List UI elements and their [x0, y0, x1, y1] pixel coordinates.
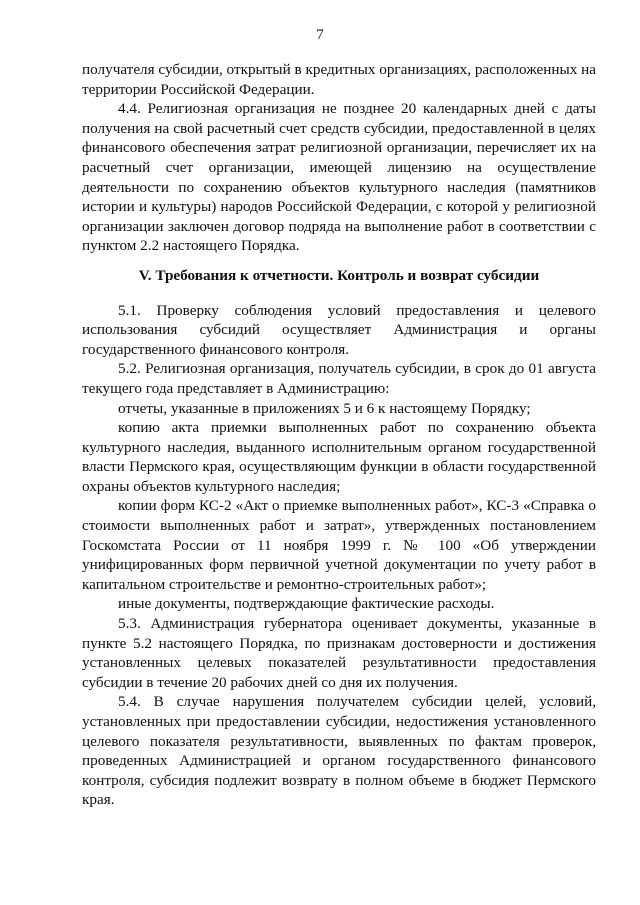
paragraph-5-4: 5.4. В случае нарушения получателем субсидии целей, условий, установленных при предоставлении субсидии, недостижения установленного целевого показателя результативности, выявленных по фактам проверок, проведенных Администрацией и органом государственного финансового контроля, субсидия подлежит возврату в полном объеме в бюджет Пермского края.: [82, 693, 596, 809]
paragraph-5-2: 5.2. Религиозная организация, получатель субсидии, в срок до 01 августа текущего года представляет в Администрацию:: [82, 360, 596, 397]
paragraph-5-1: 5.1. Проверку соблюдения условий предоставления и целевого использования субсидий осуществляет Администрация и органы государственного финансового контроля.: [82, 301, 596, 358]
section-heading-v: V. Требования к отчетности. Контроль и возврат субсидии: [138, 266, 540, 284]
list-item-ks-forms: копии форм КС-2 «Акт о приемке выполненных работ», КС-3 «Справка о стоимости выполненных работ и затрат», утвержденных постановлением Госкомстата России от 11 ноября 1999 г. № 100 «Об утверждении унифицированных форм первичной учетной документации по учету работ в капитальном строительстве и ремонтно-строительных работ»;: [82, 497, 596, 593]
list-item-acceptance-act: копию акта приемки выполненных работ по сохранению объекта культурного наследия, выданного исполнительным органом государственной власти Пермского края, осуществляющим функции в области государственной охраны объектов культурного наследия;: [82, 419, 596, 495]
paragraph-5-3: 5.3. Администрация губернатора оценивает документы, указанные в пункте 5.2 настоящего Порядка, по признакам достоверности и достижения установленных целевых показателей результативности предоставления субсидии в течение 20 рабочих дней со дня их получения.: [82, 615, 596, 691]
list-item-reports: отчеты, указанные в приложениях 5 и 6 к настоящему Порядку;: [118, 399, 531, 417]
page-number: 7: [316, 27, 324, 43]
paragraph-account-continuation: получателя субсидии, открытый в кредитных организациях, расположенных на территории Российской Федерации.: [82, 61, 596, 98]
document-body: [82, 60, 596, 810]
paragraph-4-4: 4.4. Религиозная организация не позднее 20 календарных дней с даты получения на свой расчетный счет средств субсидии, предоставленной в целях финансового обеспечения затрат религиозной организации, перечисляет их на расчетный счет организации, имеющей лицензию на осуществление деятельности по сохранению объектов культурного наследия (памятников истории и культуры) народов Российской Федерации, с которой у религиозной организации заключен договор подряда на выполнение работ в соответствии с пунктом 2.2 настоящего Порядка.: [82, 100, 596, 255]
list-item-other-documents: иные документы, подтверждающие фактические расходы.: [118, 595, 495, 613]
